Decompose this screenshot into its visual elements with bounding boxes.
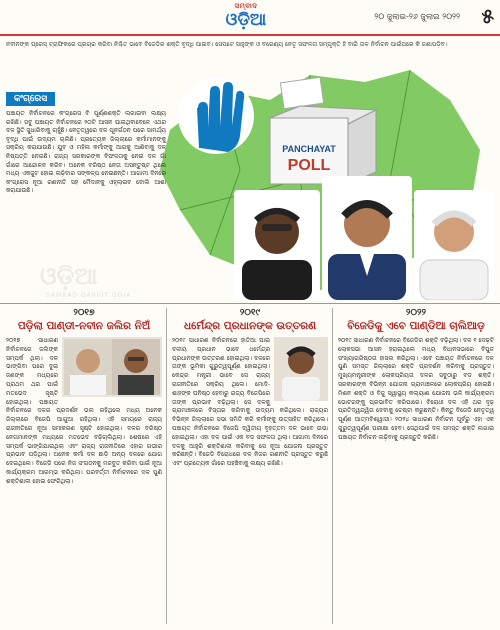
article-column-2022 bbox=[338, 308, 494, 624]
congress-hand-icon bbox=[178, 78, 254, 154]
column-2-photo bbox=[274, 337, 328, 401]
issue-date: ୨୦ ଜୁଲାଇ-୨୬ ଜୁଲାଇ ୨୦୨୨ bbox=[374, 12, 460, 21]
congress-section bbox=[6, 86, 166, 282]
leader-photo-3 bbox=[414, 190, 494, 300]
leader-photo-2 bbox=[322, 176, 412, 300]
column-separator bbox=[166, 308, 167, 624]
congress-text: ପଞ୍ଚାୟତ ନିର୍ବାଚନରେ କଂଗ୍ରେସ ବି ପୂର୍ଣ୍ଣଶକ୍ତି ଲଗାଇବା ଲକ୍ଷ୍ୟ ରଖିଛି। ସବୁ ପଞ୍ଚାୟତ ନିର୍ବାଚନରେ ୨୦ଟି ଆସନ ପାଇଥିବାବେଳେ ଏଥର ଦଳ ସ୍ଥିତି ସୁଧାରିବାକୁ ଚାହୁଁଛି। ନେତୃତ୍ୱରେ ଦଳ ପୂନର୍ଗଠନ ପରେ ସାମର୍ଥ୍ୟ ବୃଦ୍ଧି ପାଇଁ ଉଦ୍ୟମ ଚାଲିଛି। ପ୍ରତ୍ୟେକ ଜିଲ୍ଲାରେ କର୍ମୀମାନଙ୍କୁ ସକ୍ରିୟ କରାଯାଉଛି। ଯୁବ ଓ ମହିଳା କର୍ମୀଙ୍କୁ ଆଗକୁ ଆଣିବାକୁ ଦଳ ନିଷ୍ପତ୍ତି ନେଇଛି। ରାଜ୍ୟ ସରକାରଙ୍କ ବିଫଳତାକୁ ନେଇ ଦଳ ଗାଁ ଗାଁରେ ଆନ୍ଦୋଳନ କରିବ। ଅନେକ ବରିଷ୍ଠ ନେତା ଅସନ୍ତୁଷ୍ଟ ଥିଲେ ମଧ୍ୟ ଏକଜୁଟ ହୋଇ ଲଢ଼ିବାର ସଙ୍କଳ୍ପ ନେଇଛନ୍ତି। ଆଗାମୀ ଦିନରେ କଂଗ୍ରେସ ନୂଆ ରଣନୀତି ସହ ମୈଦାନକୁ ଓହ୍ଲାଇବ ବୋଲି ଆଶା କରାଯାଉଛି। bbox=[6, 110, 166, 195]
ballot-box-label-2: POLL bbox=[287, 157, 331, 174]
watermark-subtitle: SAMBAD GARVIT ODIA bbox=[46, 292, 132, 299]
column-heading: ପଡ଼ିଲା ପାଣ୍ଡୀ-ନବୀନ ଜଲିର ନିଅଁ bbox=[17, 320, 151, 332]
article-column-2017 bbox=[6, 308, 162, 624]
article-column-2019 bbox=[172, 308, 328, 624]
column-year: ୨୦୧୯ bbox=[239, 308, 261, 318]
column-text: ୨୦୧୯ ସାଧାରଣ ନିର୍ବାଚନରେ ହାତିଆ ପାଇ ଦଳୀୟ ପ୍ରଧାନ ଭାବେ ଧର୍ମେନ୍ଦ୍ର ପ୍ରଧାନଙ୍କ ଉତ୍ତରଣ ହୋଇଥିଲା। ଦଳରେ ତାଙ୍କ ଭୂମିକା ଗୁରୁତ୍ୱପୂର୍ଣ୍ଣ ହୋଇଥିଲା। କେନ୍ଦ୍ର ମନ୍ତ୍ରୀ ଭାବେ ସେ ରାଜ୍ୟ ରାଜନୀତିରେ ସକ୍ରିୟ ଥିଲେ। ମୋଦି-ଶାହଙ୍କ ଘନିଷ୍ଠ ହେବାରୁ ରାଜ୍ୟ ବିଜେପିରେ ତାଙ୍କ ପ୍ରଭାବ ବଢ଼ିଥିଲା। ସେ ଦଳକୁ ଗ୍ରାମାଞ୍ଚଳରେ ବିସ୍ତାର କରିବାକୁ ଉଦ୍ୟମ କରିଥିଲେ। ରାଜ୍ୟର ବିଭିନ୍ନ ଜିଲ୍ଲାରେ ସଭା ସମିତି କରି କର୍ମୀଙ୍କୁ ଉତ୍ସାହିତ କରିଥିଲେ। ପଞ୍ଚାୟତ ନିର୍ବାଚନରେ ବିଜେପି ଦ୍ୱିତୀୟ ବୃହତ୍ତମ ଦଳ ଭାବେ ଉଭା ହୋଇଥିଲା। ଏହା ଦଳ ପାଇଁ ଏକ ବଡ଼ ସଫଳତା ଥିଲା। ଆଗାମୀ ଦିନରେ ଦଳକୁ ଆହୁରି ଶକ୍ତିଶାଳୀ କରିବାକୁ ସେ ନୂଆ ଯୋଜନା ପ୍ରସ୍ତୁତ କରିଛନ୍ତି। ବିଜେଡି ବିରୋଧରେ ଦଳ ନିଜର ରଣନୀତି ପ୍ରସ୍ତୁତ କରୁଛି ଏବଂ ପ୍ରତ୍ୟେକ ଗାଁରେ ପହଞ୍ଚିବାକୁ ଲକ୍ଷ୍ୟ ରଖିଛି। bbox=[172, 337, 328, 468]
intro-paragraph: ନବୀନଙ୍କ ପ୍ରେସ୍ ଟ୍ରାଫିକରେ ପ୍ରଚାର କରିବା ନିଶ୍ଚିତ ଭାବେ ବିଜେଡିର ଶକ୍ତି ବୃଦ୍ଧି ପାଇବ। ସେପଟେ ସାହୁଙ୍କ ଓ ବରେଣ୍ୟ ନେତୃ ସଫଳତା ସମ୍ପୃକ୍ତି ହି ବାରି ତାଳ ନିର୍ବାଚନ ପାଇଁପରେ କି ଜଣାପଡ଼ିବ। bbox=[6, 41, 448, 48]
column-separator bbox=[332, 308, 333, 624]
column-heading: ଧର୍ମେନ୍ଦ୍ର ପ୍ରଧାନଙ୍କ ଉତ୍ତରଣ bbox=[183, 320, 317, 332]
masthead bbox=[0, 0, 500, 36]
ballot-box-label-1: PANCHAYAT bbox=[282, 144, 336, 154]
column-year: ୨୦୧୭ bbox=[73, 308, 95, 318]
column-year: ୨୦୨୨ bbox=[406, 308, 426, 318]
column-text: ୨୦୧୭ ସାଧାରଣ ନିର୍ବାଚନରେ ଜଲିଙ୍କ ସମ୍ପର୍କ ଥିଲା। ଦଳ ଭାଙ୍ଗିବା ପରେ ଦୁଇ ଜଣଙ୍କ ମଧ୍ୟରେ ପ୍ରଥମ ଥର ପାଇଁ ମତଭେଦ ସୃଷ୍ଟି ହୋଇଥିଲା। ପଞ୍ଚାୟତ ନିର୍ବାଚନରେ ଦଳର ପ୍ରଦର୍ଶନ ଭଲ ରହିଥିଲେ ମଧ୍ୟ ଅନେକ ଜିଲ୍ଲାରେ ବିଜେପି ଆଗୁଆ ରହିଥିଲା। ଏହି ସମୟରେ ରାଜ୍ୟ ରାଜନୀତିରେ ନୂଆ ସମୀକରଣ ସୃଷ୍ଟି ହୋଇଥିଲା। ଦଳର ବରିଷ୍ଠ ନେତାମାନଙ୍କ ମଧ୍ୟରେ ମତଭେଦ ବଢ଼ିଚାଲିଥିଲା। ଶେଷରେ ଏହି ସମ୍ପର୍କ ଭାଙ୍ଗିଯାଇଥିଲା ଏବଂ ରାଜ୍ୟ ରାଜନୀତିରେ ଏହାର ଗଭୀର ପ୍ରଭାବ ପଡ଼ିଥିଲା। ଅନେକ କର୍ମୀ ଦଳ ଛାଡ଼ି ଅନ୍ୟ ଦଳରେ ଯୋଗ ଦେଇଥିଲେ। ବିଜେଡି ପରେ ନିଜ ସଂଗଠନକୁ ମଜବୁତ କରିବା ପାଇଁ ନୂଆ କାର୍ଯ୍ୟକ୍ରମ ଆରମ୍ଭ କରିଥିଲା। ପରବର୍ତ୍ତୀ ନିର୍ବାଚନରେ ଦଳ ପୁଣି ଶକ୍ତିଶାଳୀ ହୋଇ ଫେରିଥିଲା। bbox=[6, 337, 162, 485]
leader-photo-1 bbox=[234, 190, 320, 300]
congress-heading: କଂଗ୍ରେସ bbox=[6, 92, 55, 106]
logo-main-text: ଓଡ଼ିଆ bbox=[225, 10, 267, 30]
column-1-photo bbox=[62, 337, 162, 397]
section-divider bbox=[0, 303, 500, 304]
page-number: ୫ bbox=[481, 4, 494, 28]
column-text: ୨୦୧୯ ସାଧାରଣ ନିର୍ବାଚନରେ ବିଜେଡିର ଶକ୍ତି ବଢ଼ିଥିଲା। ଦଳ ୧ ଦେଢ଼ଟି ଲୋକସଭା ଆସନ ହରାଇଥିଲେ ମଧ୍ୟ ବିଧାନସଭାରେ ବିପୁଳ ସଂଖ୍ୟାଗରିଷ୍ଠତା ହାସଲ କରିଥିଲା। ଏବେ ପଞ୍ଚାୟତ ନିର୍ବାଚନରେ ଦଳ ପୁଣି ସମସ୍ତ ଜିଲ୍ଲାରେ ଶକ୍ତି ପ୍ରଦର୍ଶନ କରିବାକୁ ପ୍ରସ୍ତୁତ। ମୁଖ୍ୟମନ୍ତ୍ରୀଙ୍କ ଲୋକପ୍ରିୟତା ଦଳର ସବୁଠାରୁ ବଡ଼ ଶକ୍ତି। ସରକାରଙ୍କ ବିଭିନ୍ନ ଯୋଜନା ଗ୍ରାମାଞ୍ଚଳରେ ଲୋକପ୍ରିୟ ହୋଇଛି। ମିଶନ ଶକ୍ତି ଓ ବିଜୁ ସ୍ୱାସ୍ଥ୍ୟ କଲ୍ୟାଣ ଯୋଜନା ଭଳି କାର୍ଯ୍ୟକ୍ରମ ଭୋଟରଙ୍କୁ ପ୍ରଭାବିତ କରିପାରେ। ବିରୋଧୀ ଦଳ ଏହି ଥର ଦୃଢ଼ ପ୍ରତିଦ୍ୱନ୍ଦ୍ୱିତା ଦେବାକୁ ଚେଷ୍ଟା କରୁଛନ୍ତି। କିନ୍ତୁ ବିଜେଡି ନେତୃତ୍ୱ ପୂର୍ଣ୍ଣ ଆତ୍ମବିଶ୍ୱାସୀ। ୨୦୨୪ ସାଧାରଣ ନିର୍ବାଚନ ପୂର୍ବରୁ ଏହା ଏକ ଗୁରୁତ୍ୱପୂର୍ଣ୍ଣ ପରୀକ୍ଷା ହେବ। ସେଥିପାଇଁ ଦଳ ସମସ୍ତ ଶକ୍ତି ଲଗାଇ ପଞ୍ଚାୟତ ନିର୍ବାଚନ ଲଢ଼ିବାକୁ ପ୍ରସ୍ତୁତି କରିଛି। bbox=[338, 337, 494, 441]
newspaper-logo bbox=[196, 2, 296, 34]
leader-photos bbox=[234, 176, 494, 300]
logo-small-text: ସମ୍ବାଦ bbox=[234, 2, 258, 10]
column-heading: ବିଜେଡିକୁ ଏବେ ପାଣ୍ଡିଆ ଚାଲିଆଡ଼ bbox=[347, 320, 485, 332]
watermark-logo: ଓଡ଼ିଆ bbox=[40, 262, 98, 290]
